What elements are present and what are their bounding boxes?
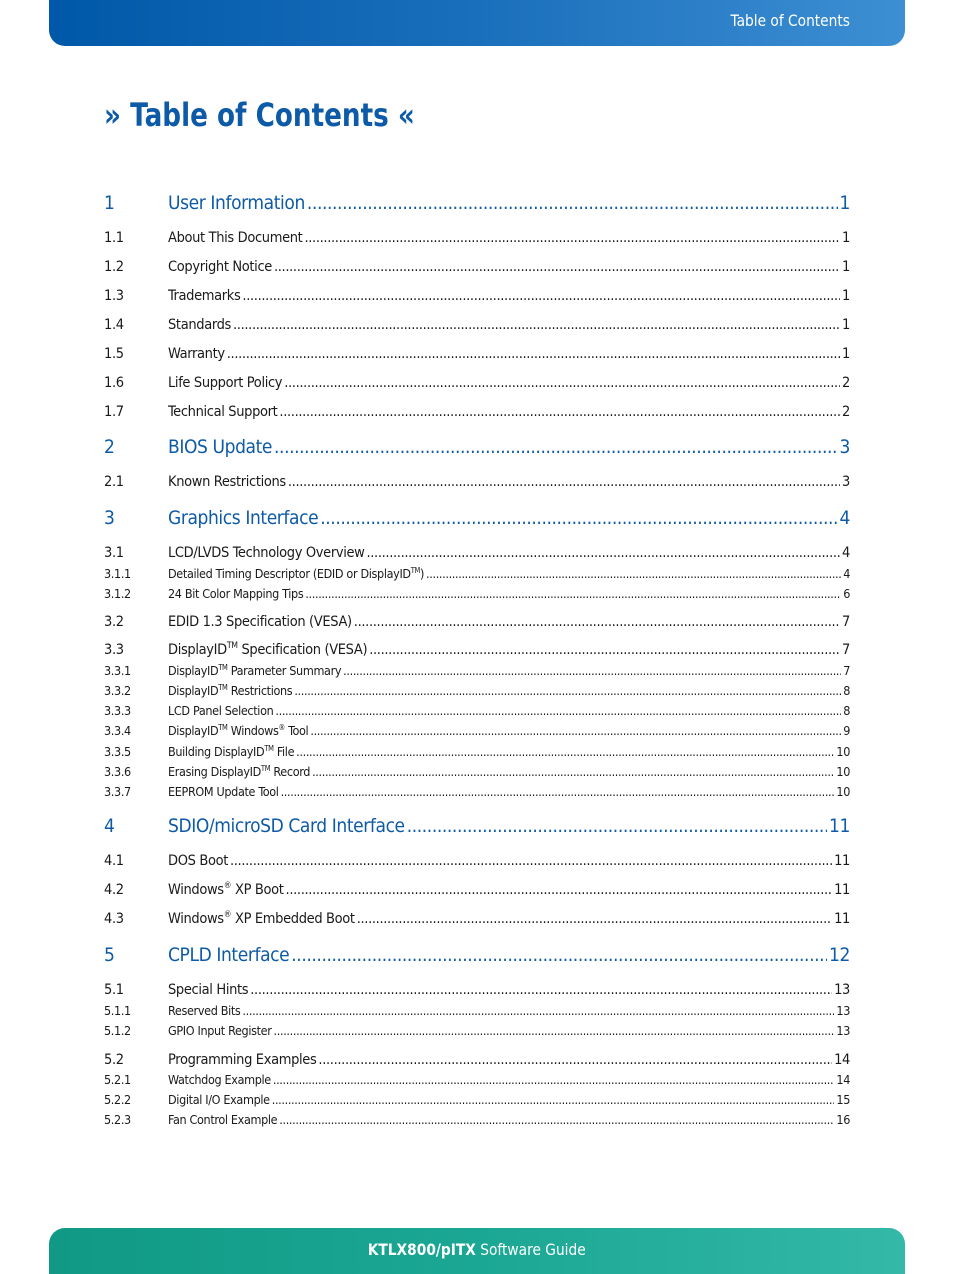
toc-entry-title xyxy=(168,614,352,630)
toc-entry-title-text: Copyright Notice xyxy=(168,259,272,275)
toc-entry[interactable] xyxy=(104,404,850,422)
toc-entry-title-text: Building DisplayID xyxy=(168,744,265,759)
toc-entry-title-text: CPLD Interface xyxy=(168,944,290,966)
toc-entry-title xyxy=(168,683,292,698)
toc-entry-title xyxy=(168,642,367,658)
toc-entry[interactable] xyxy=(104,703,850,719)
dot-leader xyxy=(369,642,840,658)
toc-entry-title xyxy=(168,815,405,837)
toc-entry-number: 1.1 xyxy=(104,230,124,246)
dot-leader xyxy=(407,815,827,837)
trademark-mark: TM xyxy=(410,565,420,575)
toc-entry-number: 4 xyxy=(104,815,115,837)
toc-entry-title xyxy=(168,586,303,601)
toc-entry-page: 15 xyxy=(836,1092,850,1107)
dot-leader xyxy=(279,404,840,420)
toc-entry-title xyxy=(168,944,289,966)
toc-entry-page: 13 xyxy=(836,1003,850,1018)
toc-entry-title xyxy=(168,723,308,738)
toc-entry[interactable] xyxy=(104,663,850,679)
toc-entry-title-text: Windows xyxy=(227,723,279,738)
dot-leader xyxy=(296,744,834,759)
dot-leader xyxy=(357,911,832,927)
toc-entry-number: 5.2 xyxy=(104,1052,124,1068)
toc-entry-number: 3.1 xyxy=(104,545,124,561)
toc-entry-number: 1 xyxy=(104,192,115,214)
trademark-mark: ® xyxy=(223,910,232,921)
toc-entry-title-text: DisplayID xyxy=(168,663,219,678)
toc-entry-title xyxy=(168,911,355,927)
toc-entry-title xyxy=(168,982,248,998)
toc-entry-title xyxy=(168,288,240,304)
dot-leader xyxy=(273,1072,835,1087)
toc-entry-page: 7 xyxy=(842,642,850,658)
toc-entry-number: 4.1 xyxy=(104,853,124,869)
toc-entry[interactable] xyxy=(104,1072,850,1088)
toc-entry-title-text: LCD Panel Selection xyxy=(168,703,274,718)
dot-leader xyxy=(305,586,841,601)
toc-entry-title xyxy=(168,703,273,718)
toc-entry-title-text: GPIO Input Register xyxy=(168,1023,272,1038)
toc-entry-title-text: Record xyxy=(270,764,311,779)
toc-entry-number: 2 xyxy=(104,436,115,458)
toc-entry-title-text: Erasing DisplayID xyxy=(168,764,261,779)
toc-entry-title xyxy=(168,436,272,458)
toc-entry-title-text: LCD/LVDS Technology Overview xyxy=(168,545,365,561)
dot-leader xyxy=(286,882,833,898)
toc-entry[interactable] xyxy=(104,507,850,531)
toc-entry-title-text: ) xyxy=(419,566,425,581)
dot-leader xyxy=(242,288,840,304)
toc-entry-title xyxy=(168,474,286,490)
dot-leader xyxy=(291,944,827,966)
toc-entry-number: 3.2 xyxy=(104,614,124,630)
trademark-mark: TM xyxy=(260,763,271,773)
toc-entry-number: 1.5 xyxy=(104,346,124,362)
toc-entry-number: 1.2 xyxy=(104,259,124,275)
toc-entry-title xyxy=(168,1023,272,1038)
toc-entry[interactable] xyxy=(104,723,850,739)
toc-entry[interactable] xyxy=(104,230,850,248)
toc-entry-number: 3.3.3 xyxy=(104,703,131,718)
toc-entry-title-text: Trademarks xyxy=(168,288,241,304)
toc-entry-title-text: Known Restrictions xyxy=(168,474,286,490)
footer-bar xyxy=(49,1228,905,1274)
toc-entry[interactable] xyxy=(104,614,850,632)
toc-entry[interactable] xyxy=(104,317,850,335)
toc-entry-title xyxy=(168,346,225,362)
toc-entry-title-text: Windows xyxy=(168,882,224,898)
toc-entry[interactable] xyxy=(104,1023,850,1039)
toc-entry-number: 3.3.2 xyxy=(104,683,131,698)
toc-entry[interactable] xyxy=(104,911,850,929)
toc-entry[interactable] xyxy=(104,982,850,1000)
toc-entry-title-text: Digital I/O Example xyxy=(168,1092,270,1107)
toc-entry[interactable] xyxy=(104,259,850,277)
toc-entry-number: 5.1 xyxy=(104,982,124,998)
toc-entry-title xyxy=(168,404,277,420)
toc-entry-page: 14 xyxy=(836,1072,850,1087)
toc-entry-page: 2 xyxy=(842,404,850,420)
toc-entry-page: 7 xyxy=(843,663,850,678)
toc-entry-page: 10 xyxy=(836,744,850,759)
dot-leader xyxy=(294,683,841,698)
dot-leader xyxy=(227,346,840,362)
toc-entry-number: 3.1.2 xyxy=(104,586,131,601)
dot-leader xyxy=(310,723,841,738)
toc-entry[interactable] xyxy=(104,882,850,900)
toc-entry-title-text: Windows xyxy=(168,911,224,927)
toc-entry-title-text: 24 Bit Color Mapping Tips xyxy=(168,586,304,601)
toc-entry-number: 1.6 xyxy=(104,375,124,391)
toc-entry-page: 2 xyxy=(842,375,850,391)
toc-entry-page: 13 xyxy=(836,1023,850,1038)
toc-entry-title-text: Tool xyxy=(284,723,309,738)
toc-entry-title-text: EEPROM Update Tool xyxy=(168,784,279,799)
toc-entry-page: 4 xyxy=(843,566,850,581)
toc-entry-page: 1 xyxy=(842,346,850,362)
toc-entry-title xyxy=(168,259,272,275)
dot-leader xyxy=(242,1003,834,1018)
dot-leader xyxy=(274,259,840,275)
dot-leader xyxy=(274,436,838,458)
toc-entry-title xyxy=(168,230,302,246)
toc-entry-number: 5.2.1 xyxy=(104,1072,131,1087)
toc-entry[interactable] xyxy=(104,642,850,660)
toc-entry[interactable] xyxy=(104,815,850,839)
toc-entry-page: 1 xyxy=(839,192,850,214)
trademark-mark: ® xyxy=(223,881,232,892)
toc-entry-title-text: Programming Examples xyxy=(168,1052,317,1068)
toc-entry-title xyxy=(168,1072,271,1087)
toc-entry-number: 4.2 xyxy=(104,882,124,898)
toc-entry[interactable] xyxy=(104,944,850,968)
dot-leader xyxy=(279,1112,834,1127)
toc-entry[interactable] xyxy=(104,683,850,699)
toc-entry-page: 11 xyxy=(834,853,850,869)
dot-leader xyxy=(426,566,841,581)
toc-entry-title-text: DOS Boot xyxy=(168,853,228,869)
toc-entry-page: 11 xyxy=(829,815,850,837)
toc-entry[interactable] xyxy=(104,545,850,563)
toc-entry-number: 1.4 xyxy=(104,317,124,333)
toc-entry-page: 8 xyxy=(843,703,850,718)
toc-entry-title xyxy=(168,317,231,333)
toc-entry[interactable] xyxy=(104,764,850,780)
toc-entry-number: 4.3 xyxy=(104,911,124,927)
toc-entry-title-text: DisplayID xyxy=(168,683,219,698)
toc-entry-title-text: SDIO/microSD Card Interface xyxy=(168,815,405,837)
dot-leader xyxy=(366,545,840,561)
toc-entry-title-text: XP Boot xyxy=(231,882,284,898)
toc-entry-page: 7 xyxy=(842,614,850,630)
toc-entry-title-text: XP Embedded Boot xyxy=(231,911,355,927)
toc-entry-number: 3.3.1 xyxy=(104,663,131,678)
toc-entry-title-text: Specification (VESA) xyxy=(237,642,368,658)
toc-entry-title-text: Detailed Timing Descriptor (EDID or DisplayID xyxy=(168,566,411,581)
toc-entry-title xyxy=(168,853,228,869)
toc-entry-number: 2.1 xyxy=(104,474,124,490)
toc-entry-title-text: Parameter Summary xyxy=(227,663,342,678)
toc-entry[interactable] xyxy=(104,1003,850,1019)
dot-leader xyxy=(318,1052,832,1068)
toc-entry-number: 5 xyxy=(104,944,115,966)
toc-entry-title-text: DisplayID xyxy=(168,723,219,738)
toc-entry[interactable] xyxy=(104,1092,850,1108)
dot-leader xyxy=(320,507,837,529)
toc-entry-title-text: Graphics Interface xyxy=(168,507,319,529)
toc-entry[interactable] xyxy=(104,346,850,364)
toc-entry-title-text: Restrictions xyxy=(227,683,293,698)
toc-entry-title-text: Special Hints xyxy=(168,982,249,998)
toc-entry-title xyxy=(168,1112,277,1127)
toc-entry[interactable] xyxy=(104,566,850,582)
toc-entry-number: 3.3 xyxy=(104,642,124,658)
toc-entry-page: 8 xyxy=(843,683,850,698)
toc-entry-title xyxy=(168,507,318,529)
toc-entry-title-text: EDID 1.3 Specification (VESA) xyxy=(168,614,352,630)
toc-entry-number: 3.3.5 xyxy=(104,744,131,759)
toc-entry-title xyxy=(168,192,305,214)
dot-leader xyxy=(272,1092,835,1107)
toc-entry-page: 1 xyxy=(842,230,850,246)
dot-leader xyxy=(354,614,840,630)
dot-leader xyxy=(250,982,832,998)
toc-entry[interactable] xyxy=(104,784,850,800)
toc-entry-title-text: Fan Control Example xyxy=(168,1112,278,1127)
toc-entry-title-text: File xyxy=(273,744,295,759)
toc-entry[interactable] xyxy=(104,192,850,216)
toc-entry-page: 3 xyxy=(839,436,850,458)
toc-entry-title-text: Technical Support xyxy=(168,404,278,420)
toc-entry-number: 3.3.6 xyxy=(104,764,131,779)
toc-entry-page: 12 xyxy=(829,944,850,966)
toc-entry[interactable] xyxy=(104,586,850,602)
toc-entry[interactable] xyxy=(104,1052,850,1070)
trademark-mark: TM xyxy=(226,641,238,652)
toc-entry-title xyxy=(168,545,364,561)
toc-entry-title-text: Watchdog Example xyxy=(168,1072,271,1087)
footer-text xyxy=(49,1240,905,1259)
toc-entry-title-text: Reserved Bits xyxy=(168,1003,241,1018)
toc-entry-number: 3.3.7 xyxy=(104,784,131,799)
toc-entry[interactable] xyxy=(104,474,850,492)
dot-leader xyxy=(275,703,841,718)
toc-entry-number: 3.1.1 xyxy=(104,566,131,581)
dot-leader xyxy=(312,764,834,779)
toc-entry-number: 5.2.3 xyxy=(104,1112,131,1127)
toc-entry-page: 13 xyxy=(834,982,850,998)
footer-product: KTLX800/pITX xyxy=(368,1240,477,1259)
trademark-mark: TM xyxy=(218,682,228,692)
dot-leader xyxy=(230,853,832,869)
page-title: » Table of Contents « xyxy=(104,96,415,134)
dot-leader xyxy=(288,474,840,490)
toc-entry-number: 5.1.2 xyxy=(104,1023,131,1038)
toc-entry-title xyxy=(168,744,294,759)
toc-entry-title xyxy=(168,566,424,581)
dot-leader xyxy=(343,663,841,678)
toc-entry-page: 6 xyxy=(843,586,850,601)
dot-leader xyxy=(233,317,840,333)
trademark-mark: TM xyxy=(264,743,274,753)
toc-entry-page: 4 xyxy=(842,545,850,561)
toc-entry-title xyxy=(168,1003,240,1018)
trademark-mark: TM xyxy=(218,722,228,732)
registered-mark: ® xyxy=(278,722,285,732)
toc-entry-title xyxy=(168,1052,316,1068)
toc-entry-title xyxy=(168,375,282,391)
toc-entry-title-text: Life Support Policy xyxy=(168,375,283,391)
dot-leader xyxy=(304,230,840,246)
dot-leader xyxy=(274,1023,835,1038)
toc-entry-title xyxy=(168,764,310,779)
toc-entry-title-text: About This Document xyxy=(168,230,303,246)
toc-entry-number: 3 xyxy=(104,507,115,529)
toc-entry-page: 11 xyxy=(834,882,850,898)
toc-entry[interactable] xyxy=(104,1112,850,1128)
toc-entry-page: 1 xyxy=(842,288,850,304)
toc-entry-page: 9 xyxy=(843,723,850,738)
toc-entry[interactable] xyxy=(104,375,850,393)
dot-leader xyxy=(307,192,838,214)
toc-entry-title-text: DisplayID xyxy=(168,642,227,658)
toc-entry-number: 3.3.4 xyxy=(104,723,131,738)
toc-entry-title xyxy=(168,882,284,898)
dot-leader xyxy=(284,375,840,391)
toc-entry-title xyxy=(168,784,279,799)
toc-entry[interactable] xyxy=(104,288,850,306)
toc-entry[interactable] xyxy=(104,436,850,460)
toc-entry-page: 3 xyxy=(842,474,850,490)
toc-entry-title-text: User Information xyxy=(168,192,305,214)
toc-entry-page: 11 xyxy=(834,911,850,927)
dot-leader xyxy=(281,784,835,799)
toc-entry-page: 10 xyxy=(836,764,850,779)
toc-entry-title xyxy=(168,1092,270,1107)
trademark-mark: TM xyxy=(218,662,228,672)
toc-entry-number: 5.2.2 xyxy=(104,1092,131,1107)
toc-entry-title-text: Warranty xyxy=(168,346,225,362)
toc-entry-number: 1.3 xyxy=(104,288,124,304)
toc-entry-page: 4 xyxy=(839,507,850,529)
toc-entry-number: 1.7 xyxy=(104,404,124,420)
toc-entry-page: 1 xyxy=(842,317,850,333)
toc-entry[interactable] xyxy=(104,853,850,871)
toc-entry-title-text: BIOS Update xyxy=(168,436,273,458)
header-title: Table of Contents xyxy=(730,11,850,30)
toc-entry-page: 16 xyxy=(836,1112,850,1127)
toc-entry-title-text: Standards xyxy=(168,317,231,333)
toc-entry-page: 10 xyxy=(836,784,850,799)
toc-entry-page: 14 xyxy=(834,1052,850,1068)
toc-entry-number: 5.1.1 xyxy=(104,1003,131,1018)
footer-doc-type: Software Guide xyxy=(476,1240,586,1259)
toc-entry-title xyxy=(168,663,341,678)
toc-entry-page: 1 xyxy=(842,259,850,275)
toc-entry[interactable] xyxy=(104,744,850,760)
